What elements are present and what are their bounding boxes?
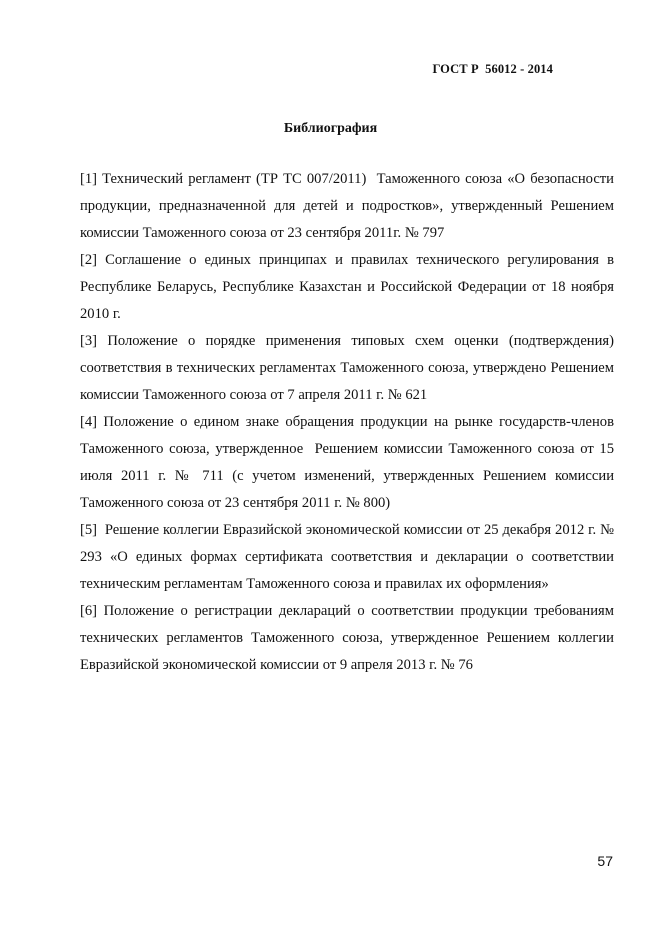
- reference-item-6: [6] Положение о регистрации деклараций о соответствии продукции требованиям технических регламентов Таможенного союза, утвержденное Решением коллегии Евразийской экономической комиссии от 9 апреля 2013 г. № 76: [80, 603, 618, 673]
- reference-item-1: [1] Технический регламент (ТР ТС 007/2011) Таможенного союза «О безопасности продукции, предназначенной для детей и подростков», утвержденный Решением комиссии Таможенного союза от 23 сентября 2011г. № 797: [80, 171, 618, 241]
- reference-item-2: [2] Соглашение о единых принципах и правилах технического регулирования в Республике Беларусь, Республике Казахстан и Российской Федерации от 18 ноября 2010 г.: [80, 252, 618, 322]
- reference-item-3: [3] Положение о порядке применения типовых схем оценки (подтверждения) соответствия в технических регламентах Таможенного союза, утверждено Решением комиссии Таможенного союза от 7 апреля 2011 г. № 621: [80, 333, 618, 403]
- reference-list: [80, 166, 618, 679]
- document-code: ГОСТ Р 56012 - 2014: [432, 62, 553, 76]
- page-number: 57: [597, 853, 613, 869]
- reference-item-4: [4] Положение о едином знаке обращения продукции на рынке государств-членов Таможенного союза, утвержденное Решением комиссии Таможенного союза от 15 июля 2011 г. № 711 (с учетом изменений, утвержденных Решением комиссии Таможенного союза от 23 сентября 2011 г. № 800): [80, 414, 618, 511]
- bibliography-title: Библиография: [283, 121, 378, 136]
- reference-item-5: [5] Решение коллегии Евразийской экономической комиссии от 25 декабря 2012 г. № 293 «О единых формах сертификата соответствия и декларации о соответствии техническим регламентам Таможенного союза и правилах их оформления»: [80, 522, 618, 592]
